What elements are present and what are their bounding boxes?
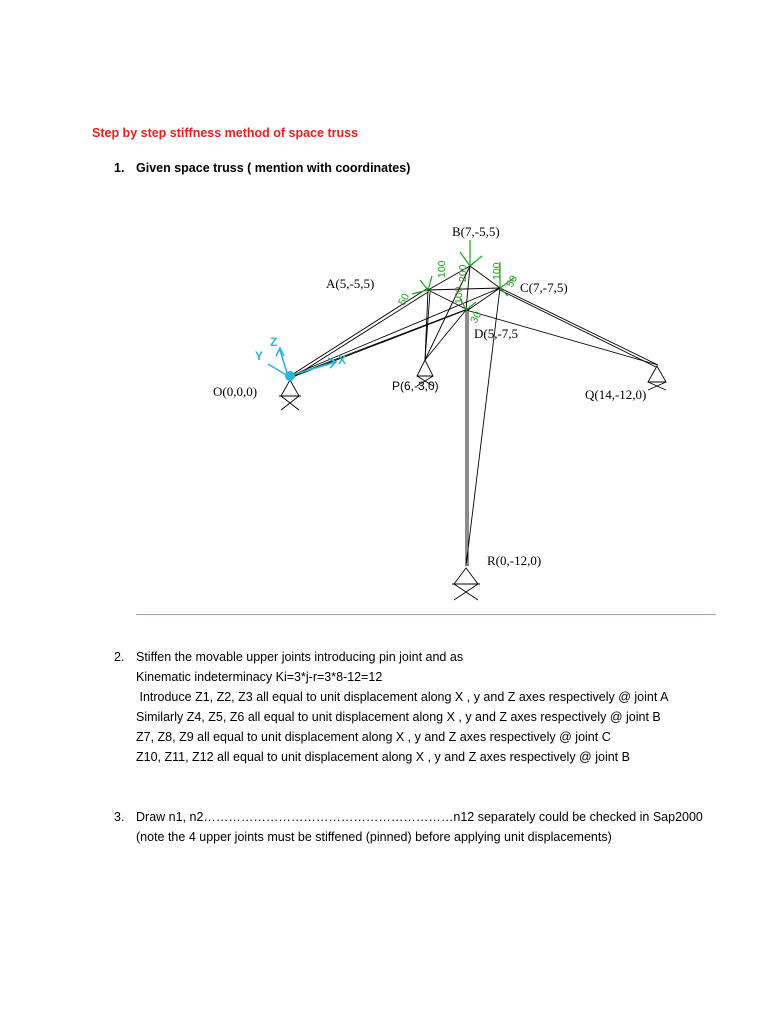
load-label-d: 30 (468, 309, 485, 326)
step-3-line-2: (note the 4 upper joints must be stiffened (pinned) before applying unit displacements) (136, 830, 612, 844)
step-3-line-1: Draw n1, n2……………………………………………………n12 separately could be checked in Sap2000 (136, 810, 703, 824)
axis-label-z: Z (270, 335, 278, 349)
joint-label-p: P(6,-3,0) (392, 379, 439, 393)
joint-label-c: C(7,-7,5) (520, 280, 568, 295)
step-2-line-2: Kinematic indeterminacy Ki=3*j-r=3*8-12=12 (136, 670, 383, 684)
step-3 (114, 807, 703, 847)
support-r (452, 568, 480, 600)
step-2-line-5: Z7, Z8, Z9 all equal to unit displacement along X , y and Z axes respectively @ joint C (136, 730, 611, 744)
support-o (279, 380, 301, 410)
axis-label-x: X (338, 353, 347, 367)
joint-label-a: A(5,-5,5) (326, 276, 375, 291)
step-2-line-6: Z10, Z11, Z12 all equal to unit displacement along X , y and Z axes respectively @ joint B (136, 750, 630, 764)
load-label-c1: 100 (491, 262, 503, 280)
step-2-line-1: Stiffen the movable upper joints introducing pin joint and as (136, 650, 464, 664)
load-label-b2: 200 (457, 264, 469, 282)
joint-label-o: O(0,0,0) (213, 384, 258, 399)
load-label-b3: 100 (453, 286, 465, 304)
axis-label-y: Y (255, 349, 264, 363)
joint-label-d: D(5,-7,5 (474, 326, 519, 341)
step-3-number: 3. (114, 810, 125, 824)
joint-label-b: B(7,-5,5) (452, 224, 500, 239)
step-1-number: 1. (114, 161, 125, 175)
section-divider (136, 614, 716, 615)
document-title: Step by step stiffness method of space truss (92, 126, 359, 140)
step-1-text: Given space truss ( mention with coordinates) (136, 161, 411, 175)
step-2 (114, 647, 668, 767)
load-label-c2: 50 (504, 273, 521, 290)
step-2-number: 2. (114, 650, 125, 664)
load-label-a: 50 (396, 291, 413, 308)
step-2-line-3: Introduce Z1, Z2, Z3 all equal to unit displacement along X , y and Z axes respectively @ joint A (136, 690, 669, 704)
step-1-heading (114, 161, 410, 175)
support-q (648, 366, 666, 390)
space-truss-diagram (0, 200, 768, 610)
joint-label-r: R(0,-12,0) (487, 553, 542, 568)
step-2-line-4: Similarly Z4, Z5, Z6 all equal to unit displacement along X , y and Z axes respectively @ joint B (136, 710, 661, 724)
load-label-b1: 100 (436, 260, 448, 278)
joint-label-q: Q(14,-12,0) (585, 387, 647, 402)
